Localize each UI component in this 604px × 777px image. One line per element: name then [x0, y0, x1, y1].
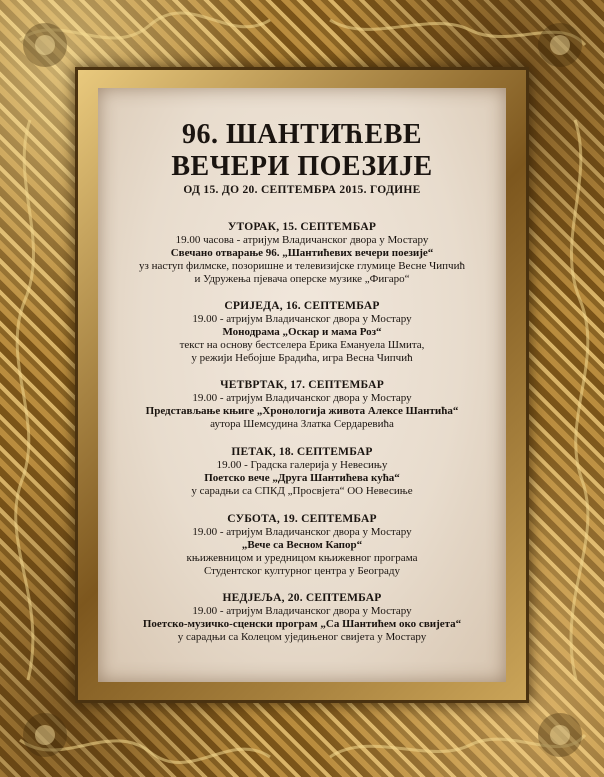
event-detail: у сарадњи са СПКД „Просвјета“ ОО Невесиње — [191, 485, 413, 497]
event-title: Представљање књиге „Хронологија живота Алексе Шантића“ — [145, 405, 459, 417]
event-title: Монодрама „Оскар и мама Роз“ — [222, 326, 382, 338]
event-time-place: 19.00 - Градска галерија у Невесињу — [216, 459, 388, 471]
event-detail: текст на основу бестселера Ерика Емануела Шмита, — [179, 339, 425, 351]
event-block-saturday — [98, 513, 506, 578]
event-title: „Вече са Весном Капор“ — [241, 539, 363, 551]
event-time-place: 19.00 часова - атријум Владичанског двора у Мостару — [175, 234, 429, 246]
event-time-place: 19.00 - атријум Владичанског двора у Мостару — [192, 526, 412, 538]
poster-plate — [98, 88, 506, 682]
event-time-place: 19.00 - атријум Владичанског двора у Мостару — [192, 392, 412, 404]
event-day: УТОРАК, 15. СЕПТЕМБАР — [227, 221, 377, 233]
event-time-place: 19.00 - атријум Владичанског двора у Мостару — [192, 313, 412, 325]
event-detail: у сарадњи са Колецом уједињеног свијета у Мостару — [177, 631, 427, 643]
event-detail: Студентског културног центра у Београду — [203, 565, 401, 577]
event-title: Свечано отварање 96. „Шантићевих вечери поезије“ — [170, 247, 434, 259]
event-block-wednesday — [98, 300, 506, 365]
event-day: СРИЈЕДА, 16. СЕПТЕМБАР — [224, 300, 380, 312]
event-detail: и Удружења пјевача оперске музике „Фигаро“ — [194, 273, 410, 285]
event-title: Поетско вече „Друга Шантићева кућа“ — [204, 472, 400, 484]
event-day: НЕДЈЕЉА, 20. СЕПТЕМБАР — [222, 592, 382, 604]
event-detail: књижевницом и уредницом књижевног програма — [186, 552, 418, 564]
event-detail: у режији Небојше Брадића, игра Весна Чипчић — [191, 352, 413, 364]
date-range: ОД 15. ДО 20. СЕПТЕМБРА 2015. ГОДИНЕ — [183, 184, 421, 196]
page-title: 96. ШАНТИЋЕВЕ — [181, 119, 423, 150]
event-title: Поетско-музичко-сценски програм „Са Шантићем око свијета“ — [142, 618, 462, 630]
event-block-sunday — [98, 592, 506, 644]
event-day: ЧЕТВРТАК, 17. СЕПТЕМБАР — [220, 379, 384, 391]
event-block-tuesday — [98, 221, 506, 286]
event-block-friday — [98, 446, 506, 498]
page-subtitle: ВЕЧЕРИ ПОЕЗИЈЕ — [171, 151, 433, 182]
event-detail: аутора Шемсудина Златка Сердаревића — [210, 418, 394, 430]
event-time-place: 19.00 - атријум Владичанског двора у Мостару — [192, 605, 412, 617]
event-day: СУБОТА, 19. СЕПТЕМБАР — [227, 513, 377, 525]
event-detail: уз наступ филмске, позоришне и телевизијске глумице Весне Чипчић — [139, 260, 465, 272]
event-day: ПЕТАК, 18. СЕПТЕМБАР — [231, 446, 373, 458]
event-block-thursday — [98, 379, 506, 431]
